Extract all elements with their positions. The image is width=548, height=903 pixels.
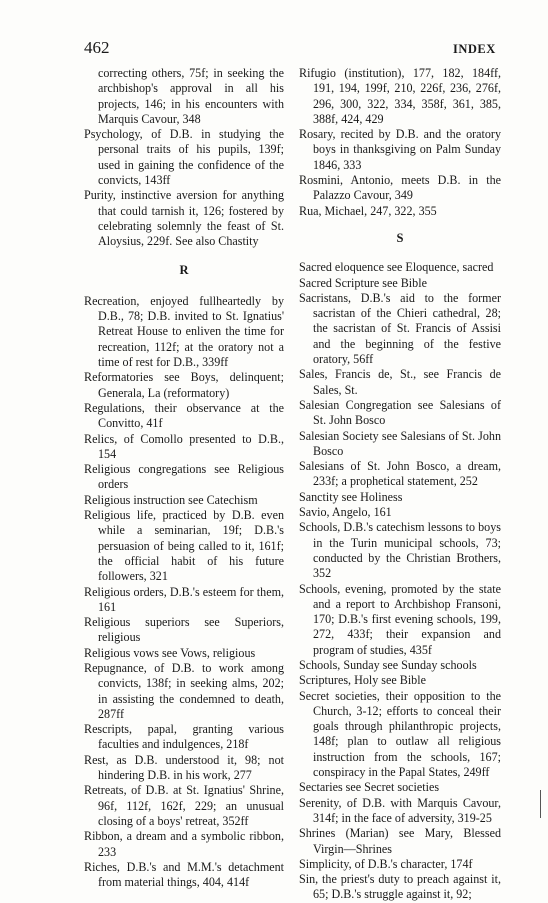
index-entry: Purity, instinctive aversion for anything that could tarnish it, 126; fostered by celebrating solemnly the feast of St. Aloysius, 229f. See also Chastity <box>84 188 284 249</box>
index-entry: Sales, Francis de, St., see Francis de Sales, St. <box>299 367 501 397</box>
index-entry: Religious instruction see Catechism <box>84 492 258 507</box>
page-edge-mark <box>540 790 541 818</box>
index-entry: Scriptures, Holy see Bible <box>299 673 426 688</box>
index-entry: Riches, D.B.'s and M.M.'s detachment from material things, 404, 414f <box>84 859 284 890</box>
index-column-left <box>84 66 284 890</box>
index-entry: Shrines (Marian) see Mary, Blessed Virgin—Shrines <box>299 826 501 856</box>
index-entry: Salesian Congregation see Salesians of St. John Bosco <box>299 397 501 428</box>
index-entry: Religious life, practiced by D.B. even while a seminarian, 19f; D.B.'s persuasion of being called to it, 161f; the official habit of his future followers, 321 <box>84 508 284 584</box>
index-entry: Religious vows see Vows, religious <box>84 645 256 660</box>
index-entry: Sanctity see Holiness <box>299 489 403 504</box>
index-entry: Sacristans, D.B.'s aid to the former sacristan of the Chieri cathedral, 28; the sacristan of St. Francis of Assisi and the beginning of the festive oratory, 56ff <box>299 290 501 367</box>
index-entry: Salesian Society see Salesians of St. John Bosco <box>299 428 501 458</box>
index-entry: Schools, D.B.'s catechism lessons to boys in the Turin municipal schools, 73; conducted by the Christian Brothers, 352 <box>299 520 501 581</box>
index-entry: Savio, Angelo, 161 <box>299 505 392 520</box>
index-entry: Repugnance, of D.B. to work among convicts, 138f; in seeking alms, 202; in assisting the condemned to death, 287ff <box>84 660 284 721</box>
index-entry: Salesians of St. John Bosco, a dream, 233f; a prophetical statement, 252 <box>299 459 501 489</box>
index-entry: Rifugio (institution), 177, 182, 184ff, 191, 194, 199f, 210, 226f, 236, 276f, 296, 300, 322, 334, 358f, 361, 385, 388f, 424, 429 <box>299 66 501 126</box>
running-head: INDEX <box>453 42 496 56</box>
index-entry: Retreats, of D.B. at St. Ignatius' Shrine, 96f, 112f, 162f, 229; an unusual closing of a boys' retreat, 352ff <box>84 783 284 828</box>
index-entry: Rosary, recited by D.B. and the oratory boys in thanksgiving on Palm Sunday 1846, 333 <box>299 127 501 172</box>
index-entry: Regulations, their observance at the Convitto, 41f <box>84 400 284 431</box>
index-column-right <box>299 66 501 903</box>
section-letter-r: R <box>179 262 189 277</box>
index-entry: Schools, evening, promoted by the state and a report to Archbishop Fransoni, 170; D.B.'s first evening schools, 199, 272, 433f; their expansion and program of studies, 435f <box>299 581 501 657</box>
index-entry: Simplicity, of D.B.'s character, 174f <box>299 856 473 871</box>
index-entry: Psychology, of D.B. in studying the personal traits of his pupils, 139f; used in gaining the confidence of the convicts, 143ff <box>84 127 284 188</box>
index-entry: Serenity, of D.B. with Marquis Cavour, 314f; in the face of adversity, 319-25 <box>299 795 501 825</box>
index-entry: Ribbon, a dream and a symbolic ribbon, 233 <box>84 829 284 859</box>
index-entry: Religious congregations see Religious orders <box>84 462 284 492</box>
index-entry: Religious orders, D.B.'s esteem for them, 161 <box>84 584 284 614</box>
index-entry: Recreation, enjoyed fullheartedly by D.B., 78; D.B. invited to St. Ignatius' Retreat House to enliven the time for recreation, 112f; at the oratory not a time of rest for D.B., 339ff <box>84 293 284 370</box>
section-letter-s: S <box>396 230 404 245</box>
index-entry: Sectaries see Secret societies <box>299 780 440 795</box>
index-entry: Sin, the priest's duty to preach against it, 65; D.B.'s struggle against it, 92; <box>299 872 501 902</box>
index-entry: Secret societies, their opposition to the Church, 3-12; efforts to conceal their goals through philanthropic projects, 148f; plan to outlaw all religious instruction from the schools, 167; conspiracy in the Papal States, 249ff <box>299 688 501 780</box>
index-entry: Rosmini, Antonio, meets D.B. in the Palazzo Cavour, 349 <box>299 173 501 203</box>
index-entry: Sacred Scripture see Bible <box>299 275 427 290</box>
index-entry: Rescripts, papal, granting various faculties and indulgences, 218f <box>84 722 284 752</box>
index-entry: Rua, Michael, 247, 322, 355 <box>299 203 437 218</box>
index-entry: Religious superiors see Superiors, religious <box>84 615 284 645</box>
index-entry: Relics, of Comollo presented to D.B., 154 <box>84 431 284 461</box>
index-entry: Rest, as D.B. understood it, 98; not hindering D.B. in his work, 277 <box>84 752 284 783</box>
index-entry: Sacred eloquence see Eloquence, sacred <box>299 260 494 275</box>
index-entry: Schools, Sunday see Sunday schools <box>299 657 477 672</box>
index-entry: Reformatories see Boys, delinquent; Generala, La (reformatory) <box>84 370 284 400</box>
page-number: 462 <box>84 38 110 57</box>
index-entry-continued: correcting others, 75f; in seeking the archbishop's approval in all his projects, 146; in his encounters with Marquis Cavour, 348 <box>98 66 284 126</box>
